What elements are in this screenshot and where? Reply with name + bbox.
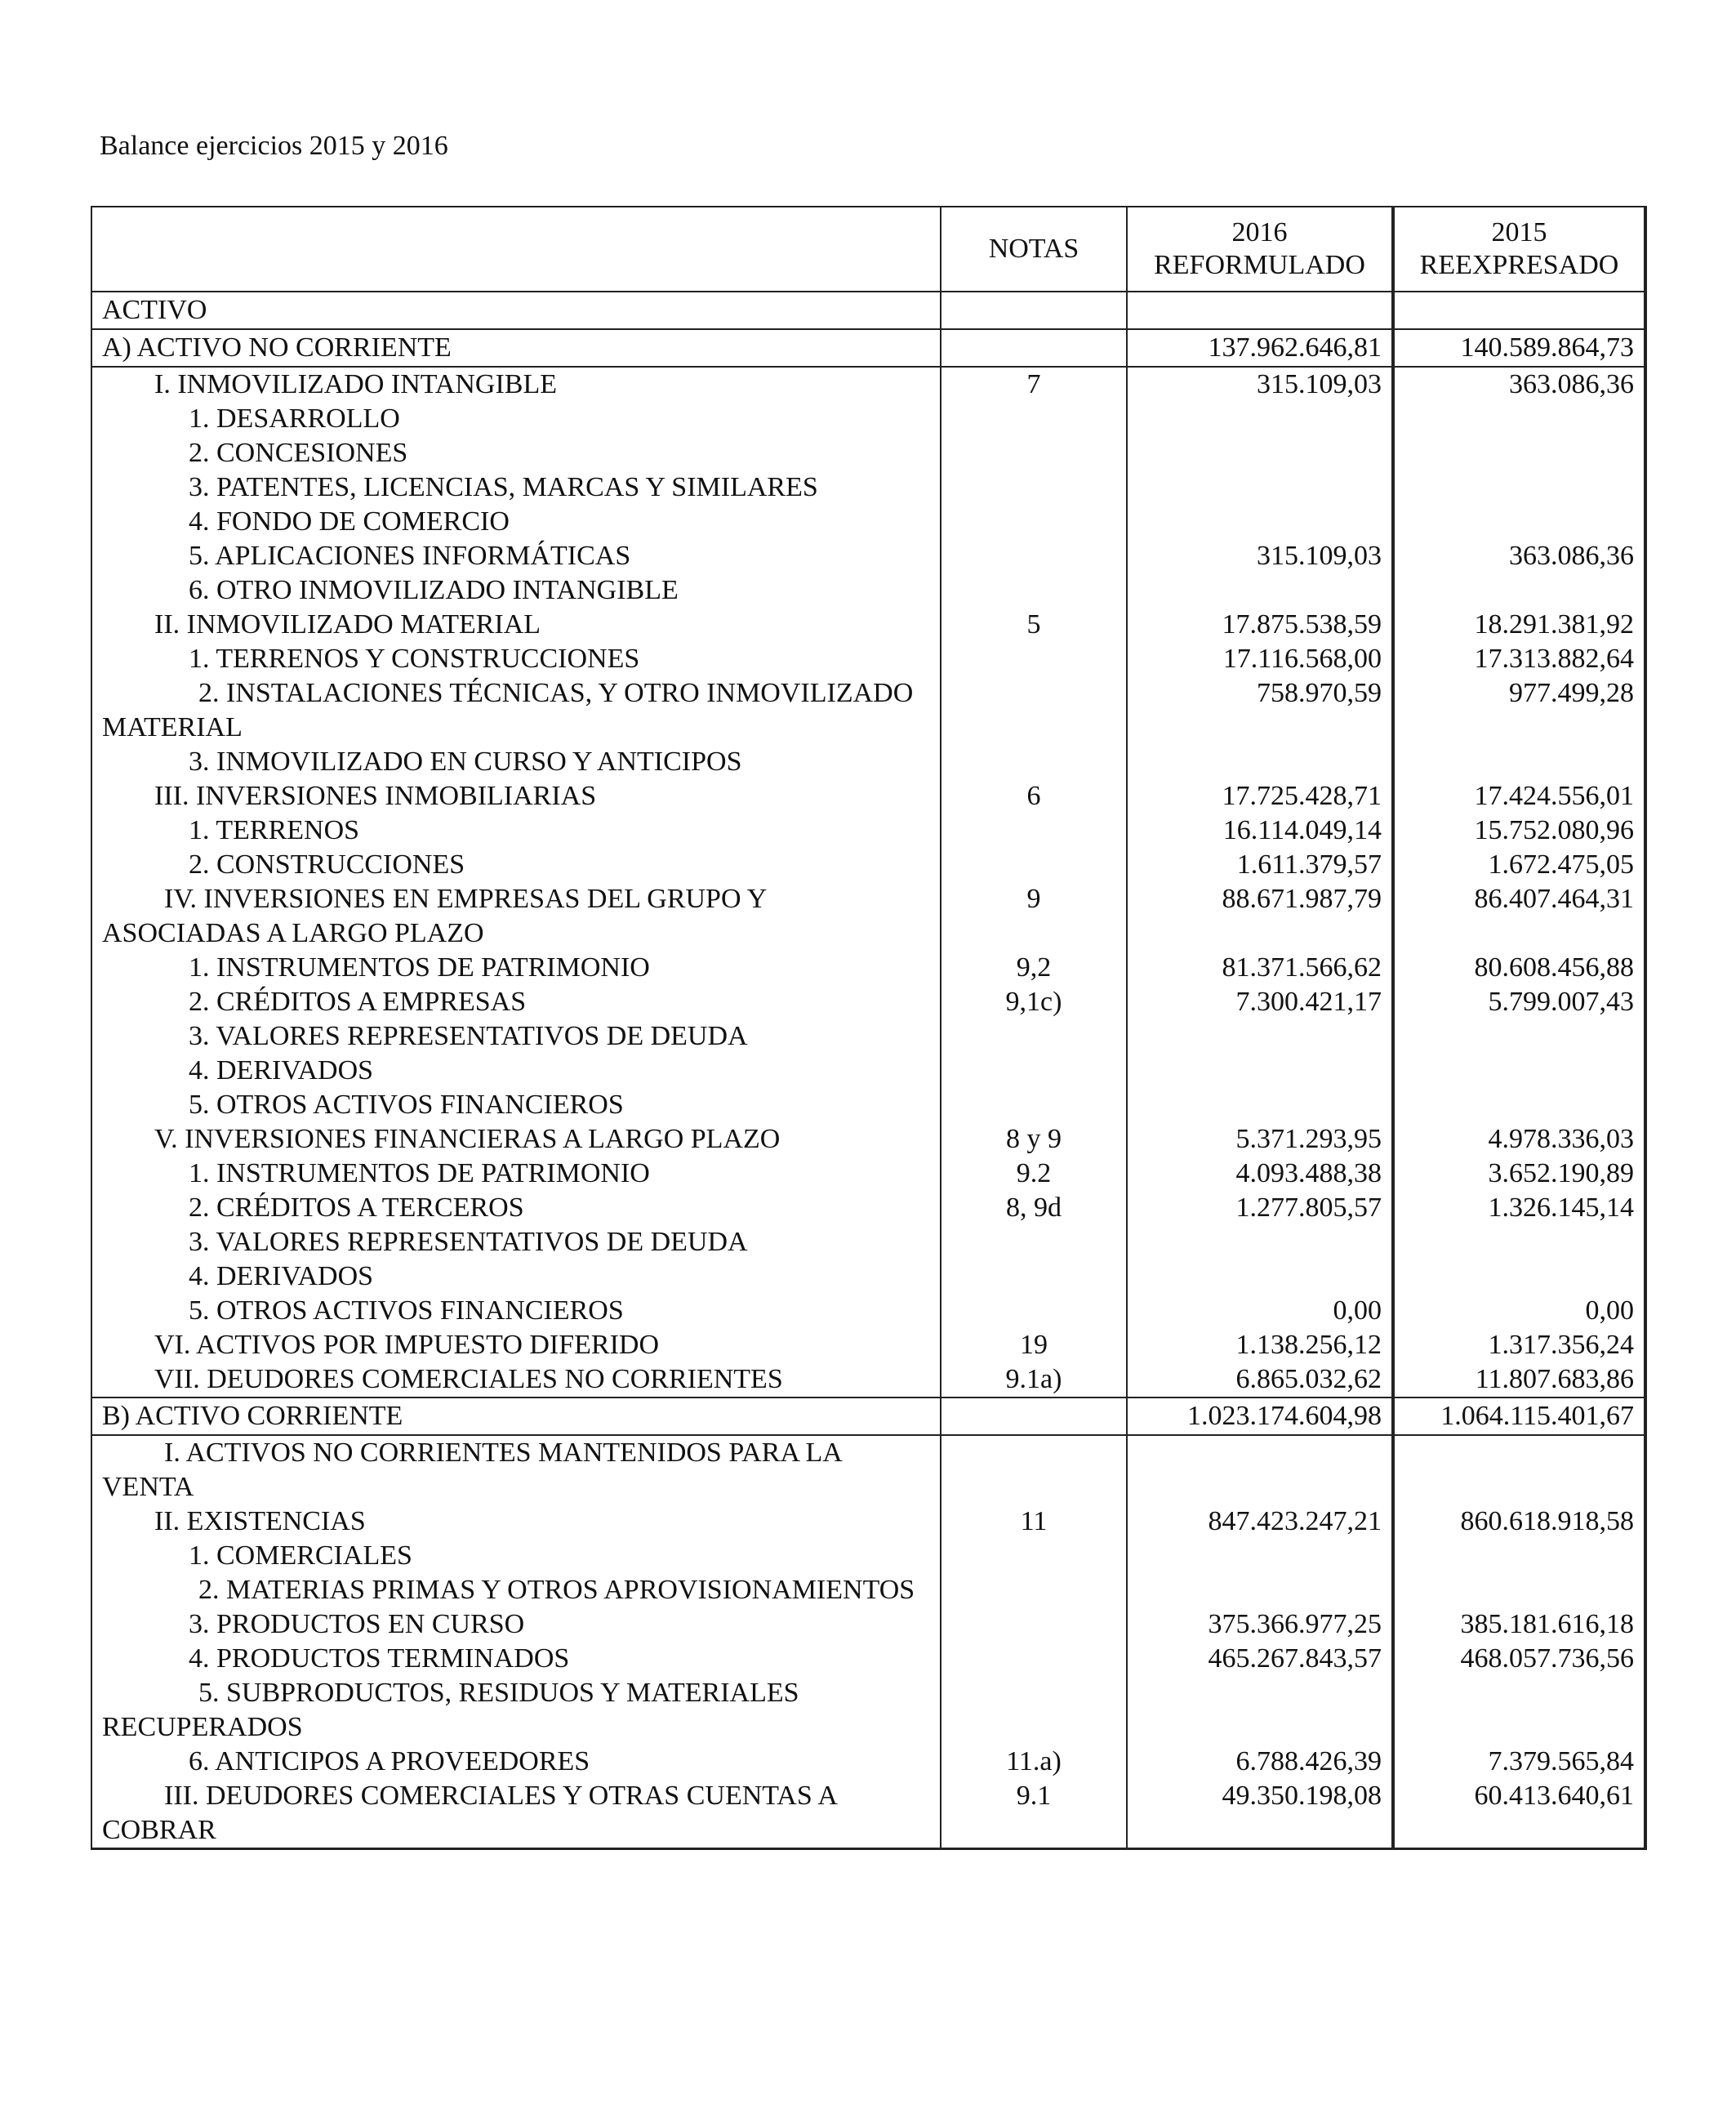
row-value-2015: 1.326.145,14 (1393, 1191, 1645, 1225)
row-label: 2. MATERIAS PRIMAS Y OTROS APROVISIONAMIENTOS (91, 1573, 941, 1607)
row-notas (941, 1259, 1127, 1294)
row-label: 2. CRÉDITOS A TERCEROS (91, 1191, 941, 1225)
row-label: B) ACTIVO CORRIENTE (91, 1398, 941, 1435)
row-label: ACTIVO (91, 292, 941, 329)
row-value-2016 (1127, 402, 1393, 436)
row-notas (941, 292, 1127, 329)
row-value-2016: 6.865.032,62 (1127, 1362, 1393, 1398)
row-notas: 8 y 9 (941, 1122, 1127, 1157)
row-label: 5. APLICACIONES INFORMÁTICAS (91, 539, 941, 573)
row-value-2016: 17.875.538,59 (1127, 608, 1393, 642)
row-value-2016: 1.611.379,57 (1127, 848, 1393, 882)
row-value-2016 (1127, 1435, 1393, 1505)
row-value-2015 (1393, 402, 1645, 436)
table-row (91, 1505, 1645, 1539)
row-value-2016: 6.788.426,39 (1127, 1745, 1393, 1779)
row-value-2016: 17.116.568,00 (1127, 642, 1393, 676)
table-row (91, 814, 1645, 848)
row-label: 1. INSTRUMENTOS DE PATRIMONIO (91, 1157, 941, 1191)
row-value-2015: 977.499,28 (1393, 676, 1645, 745)
row-value-2015: 140.589.864,73 (1393, 329, 1645, 367)
row-label: 2. INSTALACIONES TÉCNICAS, Y OTRO INMOVILIZADO MATERIAL (91, 676, 941, 745)
row-notas: 9 (941, 882, 1127, 951)
row-value-2015: 1.672.475,05 (1393, 848, 1645, 882)
row-label: 4. PRODUCTOS TERMINADOS (91, 1642, 941, 1676)
row-value-2016 (1127, 292, 1393, 329)
row-notas (941, 436, 1127, 470)
header-2016-year: 2016 (1231, 217, 1288, 247)
table-row (91, 470, 1645, 505)
header-label-cell (91, 207, 941, 292)
row-label: 3. PRODUCTOS EN CURSO (91, 1607, 941, 1642)
row-notas (941, 1676, 1127, 1745)
row-label: V. INVERSIONES FINANCIERAS A LARGO PLAZO (91, 1122, 941, 1157)
row-label: 6. OTRO INMOVILIZADO INTANGIBLE (91, 573, 941, 608)
row-value-2015 (1393, 745, 1645, 779)
row-label: 5. SUBPRODUCTOS, RESIDUOS Y MATERIALES RECUPERADOS (91, 1676, 941, 1745)
row-label: I. INMOVILIZADO INTANGIBLE (91, 367, 941, 402)
row-notas: 11.a) (941, 1745, 1127, 1779)
row-value-2016 (1127, 745, 1393, 779)
row-label: A) ACTIVO NO CORRIENTE (91, 329, 941, 367)
row-notas: 9.1a) (941, 1362, 1127, 1398)
row-notas: 19 (941, 1328, 1127, 1362)
row-label: II. EXISTENCIAS (91, 1505, 941, 1539)
row-value-2016 (1127, 1088, 1393, 1122)
row-value-2016: 5.371.293,95 (1127, 1122, 1393, 1157)
row-value-2015 (1393, 1088, 1645, 1122)
row-label: 1. TERRENOS (91, 814, 941, 848)
row-label: IV. INVERSIONES EN EMPRESAS DEL GRUPO Y ASOCIADAS A LARGO PLAZO (91, 882, 941, 951)
row-value-2016 (1127, 470, 1393, 505)
table-row (91, 882, 1645, 951)
row-notas: 9,1c) (941, 985, 1127, 1019)
row-value-2015: 3.652.190,89 (1393, 1157, 1645, 1191)
table-row (91, 1642, 1645, 1676)
row-label: VII. DEUDORES COMERCIALES NO CORRIENTES (91, 1362, 941, 1398)
row-label: III. INVERSIONES INMOBILIARIAS (91, 779, 941, 814)
row-label: 3. PATENTES, LICENCIAS, MARCAS Y SIMILARES (91, 470, 941, 505)
row-value-2016: 1.023.174.604,98 (1127, 1398, 1393, 1435)
row-value-2016: 88.671.987,79 (1127, 882, 1393, 951)
row-label: 5. OTROS ACTIVOS FINANCIEROS (91, 1294, 941, 1328)
row-value-2015 (1393, 1573, 1645, 1607)
table-row (91, 951, 1645, 985)
balance-table (91, 206, 1647, 1850)
row-value-2016: 16.114.049,14 (1127, 814, 1393, 848)
row-value-2015: 385.181.616,18 (1393, 1607, 1645, 1642)
table-row (91, 745, 1645, 779)
table-row-activo (91, 292, 1645, 329)
row-value-2015 (1393, 470, 1645, 505)
row-notas (941, 1642, 1127, 1676)
row-value-2016: 1.277.805,57 (1127, 1191, 1393, 1225)
row-notas (941, 642, 1127, 676)
table-row (91, 1745, 1645, 1779)
row-value-2016 (1127, 1259, 1393, 1294)
row-value-2015 (1393, 1435, 1645, 1505)
table-row (91, 779, 1645, 814)
row-value-2016: 4.093.488,38 (1127, 1157, 1393, 1191)
row-value-2015 (1393, 573, 1645, 608)
row-value-2016 (1127, 573, 1393, 608)
row-value-2015: 468.057.736,56 (1393, 1642, 1645, 1676)
row-notas: 11 (941, 1505, 1127, 1539)
row-value-2016 (1127, 1019, 1393, 1054)
row-value-2016: 17.725.428,71 (1127, 779, 1393, 814)
row-label: 5. OTROS ACTIVOS FINANCIEROS (91, 1088, 941, 1122)
table-row (91, 1435, 1645, 1505)
row-value-2016: 465.267.843,57 (1127, 1642, 1393, 1676)
row-notas (941, 329, 1127, 367)
row-notas (941, 1088, 1127, 1122)
row-notas: 9.2 (941, 1157, 1127, 1191)
row-value-2015 (1393, 1676, 1645, 1745)
table-row (91, 367, 1645, 402)
table-row (91, 1088, 1645, 1122)
table-row (91, 608, 1645, 642)
row-value-2016 (1127, 1225, 1393, 1259)
row-notas (941, 814, 1127, 848)
table-row (91, 848, 1645, 882)
table-row (91, 1607, 1645, 1642)
row-value-2015: 80.608.456,88 (1393, 951, 1645, 985)
row-label: III. DEUDORES COMERCIALES Y OTRAS CUENTAS A COBRAR (91, 1779, 941, 1849)
row-value-2015: 18.291.381,92 (1393, 608, 1645, 642)
row-value-2016: 137.962.646,81 (1127, 329, 1393, 367)
row-notas (941, 402, 1127, 436)
row-value-2015: 0,00 (1393, 1294, 1645, 1328)
row-label: I. ACTIVOS NO CORRIENTES MANTENIDOS PARA LA VENTA (91, 1435, 941, 1505)
row-value-2016: 315.109,03 (1127, 539, 1393, 573)
table-row-activo-no-corriente (91, 329, 1645, 367)
row-value-2015 (1393, 1019, 1645, 1054)
row-value-2016: 7.300.421,17 (1127, 985, 1393, 1019)
table-row (91, 1676, 1645, 1745)
header-2016-label: REFORMULADO (1154, 250, 1365, 280)
table-row (91, 1225, 1645, 1259)
document-title: Balance ejercicios 2015 y 2016 (100, 131, 448, 161)
row-value-2015 (1393, 1054, 1645, 1088)
row-value-2015: 17.424.556,01 (1393, 779, 1645, 814)
row-notas (941, 848, 1127, 882)
row-value-2016 (1127, 1054, 1393, 1088)
row-notas (941, 1294, 1127, 1328)
row-value-2015 (1393, 1539, 1645, 1573)
table-row (91, 1054, 1645, 1088)
row-value-2016: 0,00 (1127, 1294, 1393, 1328)
row-notas (941, 1225, 1127, 1259)
row-value-2015: 86.407.464,31 (1393, 882, 1645, 951)
row-value-2015: 363.086,36 (1393, 367, 1645, 402)
row-value-2016 (1127, 505, 1393, 539)
header-notas: NOTAS (941, 207, 1127, 292)
table-row (91, 1362, 1645, 1398)
row-value-2016: 375.366.977,25 (1127, 1607, 1393, 1642)
table-row (91, 676, 1645, 745)
row-label: 3. INMOVILIZADO EN CURSO Y ANTICIPOS (91, 745, 941, 779)
row-notas (941, 1398, 1127, 1435)
row-notas (941, 1019, 1127, 1054)
row-label: 1. COMERCIALES (91, 1539, 941, 1573)
row-notas (941, 505, 1127, 539)
row-value-2016: 1.138.256,12 (1127, 1328, 1393, 1362)
table-row (91, 1539, 1645, 1573)
row-label: 4. DERIVADOS (91, 1259, 941, 1294)
row-label: 3. VALORES REPRESENTATIVOS DE DEUDA (91, 1225, 941, 1259)
row-notas (941, 539, 1127, 573)
row-value-2016 (1127, 436, 1393, 470)
row-value-2016 (1127, 1573, 1393, 1607)
table-row (91, 642, 1645, 676)
row-label: 1. DESARROLLO (91, 402, 941, 436)
row-notas (941, 573, 1127, 608)
row-value-2015: 5.799.007,43 (1393, 985, 1645, 1019)
row-label: 3. VALORES REPRESENTATIVOS DE DEUDA (91, 1019, 941, 1054)
row-label: 2. CRÉDITOS A EMPRESAS (91, 985, 941, 1019)
row-value-2015: 11.807.683,86 (1393, 1362, 1645, 1398)
row-notas: 8, 9d (941, 1191, 1127, 1225)
row-notas (941, 470, 1127, 505)
table-row (91, 402, 1645, 436)
row-notas (941, 1435, 1127, 1505)
header-2015-label: REEXPRESADO (1419, 250, 1619, 280)
header-row (91, 207, 1645, 292)
table-row (91, 436, 1645, 470)
table-row (91, 539, 1645, 573)
row-notas (941, 1573, 1127, 1607)
row-value-2016 (1127, 1539, 1393, 1573)
table-row (91, 985, 1645, 1019)
header-2016 (1127, 207, 1393, 292)
row-label: 4. FONDO DE COMERCIO (91, 505, 941, 539)
row-value-2015: 1.064.115.401,67 (1393, 1398, 1645, 1435)
row-notas: 5 (941, 608, 1127, 642)
row-notas: 6 (941, 779, 1127, 814)
row-value-2016 (1127, 1676, 1393, 1745)
row-label: VI. ACTIVOS POR IMPUESTO DIFERIDO (91, 1328, 941, 1362)
row-value-2015: 15.752.080,96 (1393, 814, 1645, 848)
table-row (91, 1157, 1645, 1191)
table-row (91, 1573, 1645, 1607)
row-notas (941, 1539, 1127, 1573)
table-row (91, 1122, 1645, 1157)
table-row (91, 1294, 1645, 1328)
row-label: 2. CONCESIONES (91, 436, 941, 470)
row-value-2016: 315.109,03 (1127, 367, 1393, 402)
row-label: 2. CONSTRUCCIONES (91, 848, 941, 882)
row-value-2016: 49.350.198,08 (1127, 1779, 1393, 1849)
row-label: II. INMOVILIZADO MATERIAL (91, 608, 941, 642)
row-label: 4. DERIVADOS (91, 1054, 941, 1088)
row-value-2015 (1393, 505, 1645, 539)
row-notas: 7 (941, 367, 1127, 402)
row-value-2015 (1393, 1259, 1645, 1294)
row-value-2015: 17.313.882,64 (1393, 642, 1645, 676)
table-row (91, 573, 1645, 608)
table-row (91, 1328, 1645, 1362)
row-value-2016: 81.371.566,62 (1127, 951, 1393, 985)
row-notas (941, 745, 1127, 779)
row-notas (941, 1054, 1127, 1088)
row-value-2015: 860.618.918,58 (1393, 1505, 1645, 1539)
row-notas: 9,2 (941, 951, 1127, 985)
table-row (91, 1779, 1645, 1849)
row-value-2015: 1.317.356,24 (1393, 1328, 1645, 1362)
row-notas: 9.1 (941, 1779, 1127, 1849)
row-label: 1. INSTRUMENTOS DE PATRIMONIO (91, 951, 941, 985)
header-2015-year: 2015 (1491, 217, 1547, 247)
table-row (91, 1191, 1645, 1225)
header-2015 (1393, 207, 1645, 292)
row-value-2015: 4.978.336,03 (1393, 1122, 1645, 1157)
table-row-activo-corriente (91, 1398, 1645, 1435)
row-value-2015 (1393, 292, 1645, 329)
row-value-2015 (1393, 436, 1645, 470)
row-label: 6. ANTICIPOS A PROVEEDORES (91, 1745, 941, 1779)
table-row (91, 1019, 1645, 1054)
row-value-2015: 7.379.565,84 (1393, 1745, 1645, 1779)
row-value-2015 (1393, 1225, 1645, 1259)
row-value-2015: 60.413.640,61 (1393, 1779, 1645, 1849)
row-notas (941, 676, 1127, 745)
table-row (91, 1259, 1645, 1294)
row-notas (941, 1607, 1127, 1642)
table-row (91, 505, 1645, 539)
row-value-2016: 758.970,59 (1127, 676, 1393, 745)
row-value-2015: 363.086,36 (1393, 539, 1645, 573)
row-value-2016: 847.423.247,21 (1127, 1505, 1393, 1539)
row-label: 1. TERRENOS Y CONSTRUCCIONES (91, 642, 941, 676)
